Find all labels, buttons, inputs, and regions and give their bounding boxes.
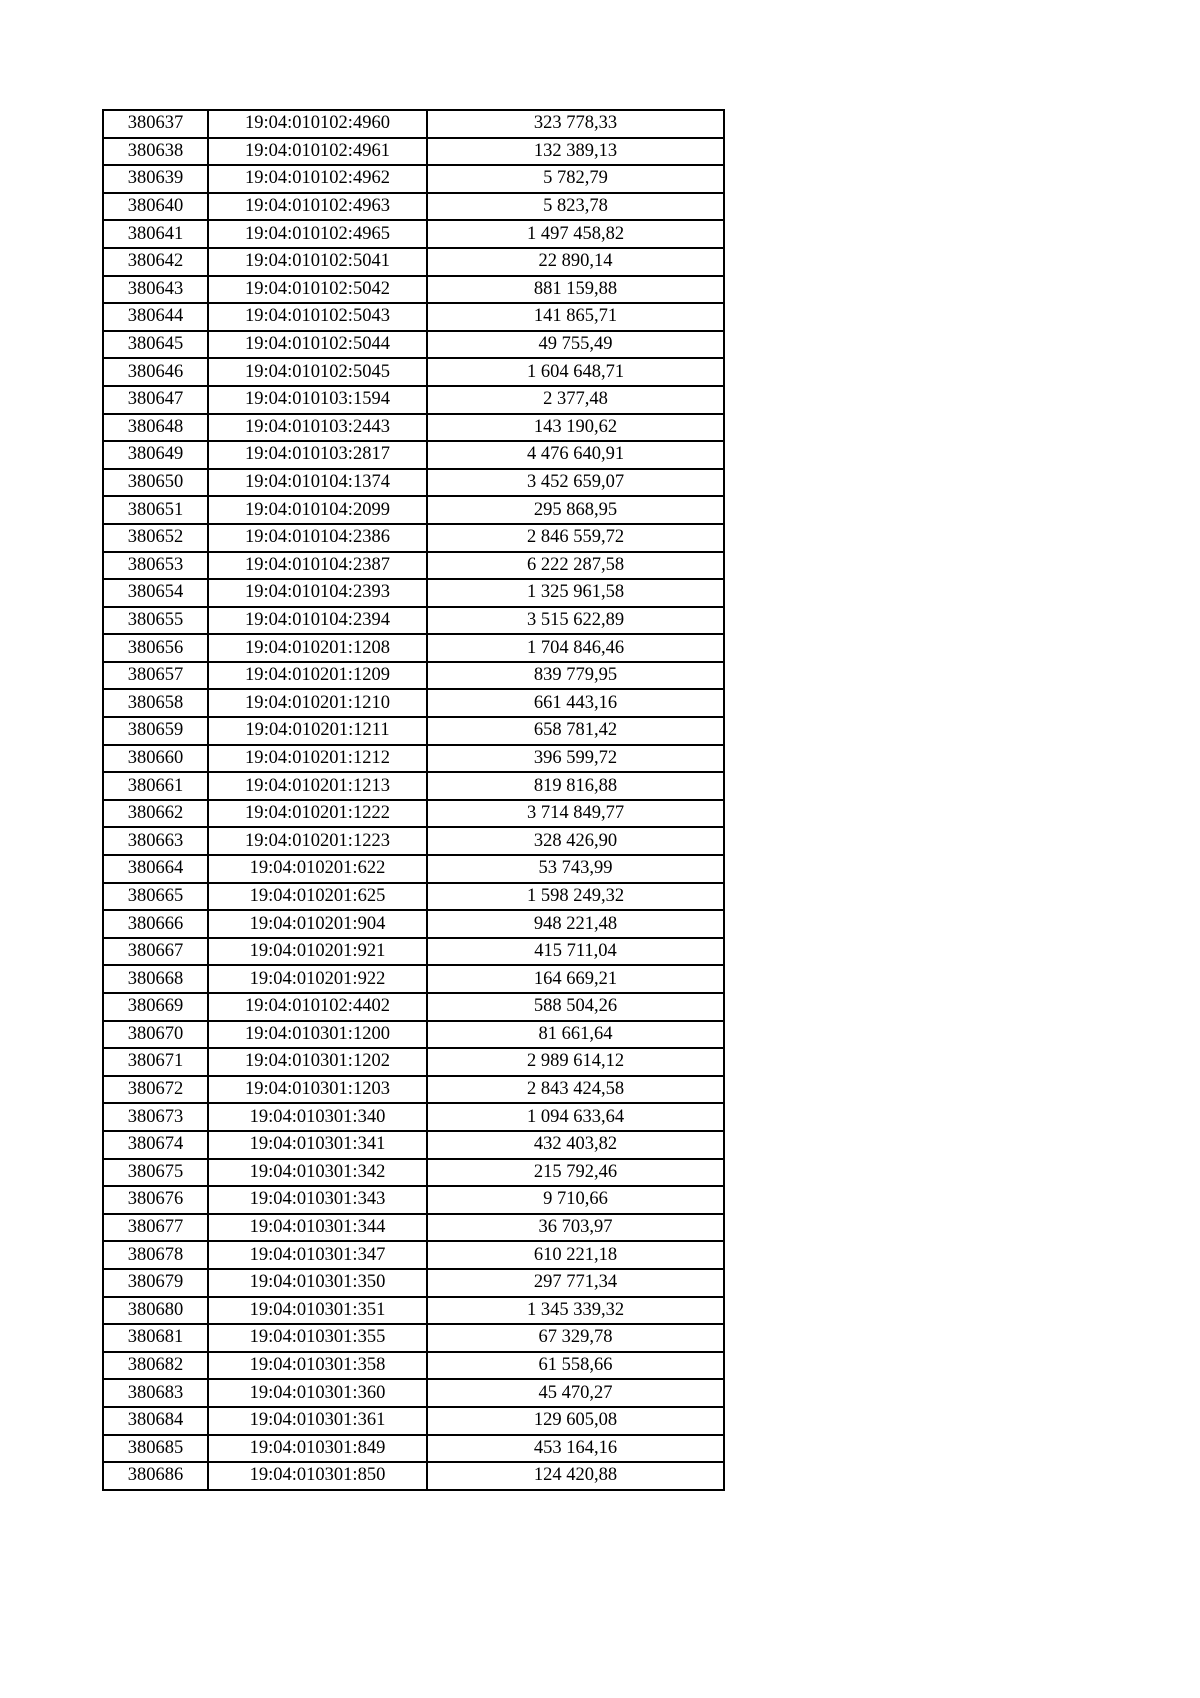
cadastral-value-cell: 1 704 846,46 xyxy=(427,634,724,662)
table-row xyxy=(103,1297,724,1325)
cadastral-number-cell: 19:04:010301:1200 xyxy=(208,1021,427,1049)
table-row xyxy=(103,772,724,800)
table-row xyxy=(103,965,724,993)
table-row xyxy=(103,1214,724,1242)
cadastral-number-cell: 19:04:010201:1213 xyxy=(208,772,427,800)
cadastral-number-cell: 19:04:010102:4402 xyxy=(208,993,427,1021)
cadastral-number-cell: 19:04:010104:2386 xyxy=(208,524,427,552)
cadastral-value-cell: 610 221,18 xyxy=(427,1241,724,1269)
table-row xyxy=(103,1021,724,1049)
row-number-cell: 380641 xyxy=(103,220,208,248)
table-row xyxy=(103,1407,724,1435)
table-row xyxy=(103,855,724,883)
cadastral-value-cell: 881 159,88 xyxy=(427,276,724,304)
cadastral-value-cell: 5 782,79 xyxy=(427,165,724,193)
row-number-cell: 380649 xyxy=(103,441,208,469)
cadastral-number-cell: 19:04:010201:904 xyxy=(208,910,427,938)
cadastral-value-cell: 22 890,14 xyxy=(427,248,724,276)
table-row xyxy=(103,1048,724,1076)
cadastral-number-cell: 19:04:010301:350 xyxy=(208,1269,427,1297)
cadastral-number-cell: 19:04:010301:1202 xyxy=(208,1048,427,1076)
cadastral-number-cell: 19:04:010104:2099 xyxy=(208,496,427,524)
cadastral-number-cell: 19:04:010201:1212 xyxy=(208,745,427,773)
row-number-cell: 380677 xyxy=(103,1214,208,1242)
row-number-cell: 380659 xyxy=(103,717,208,745)
cadastral-value-cell: 143 190,62 xyxy=(427,414,724,442)
table-row xyxy=(103,414,724,442)
cadastral-number-cell: 19:04:010301:361 xyxy=(208,1407,427,1435)
cadastral-number-cell: 19:04:010201:922 xyxy=(208,965,427,993)
cadastral-number-cell: 19:04:010301:1203 xyxy=(208,1076,427,1104)
cadastral-value-cell: 1 497 458,82 xyxy=(427,220,724,248)
row-number-cell: 380647 xyxy=(103,386,208,414)
cadastral-number-cell: 19:04:010104:2394 xyxy=(208,607,427,635)
cadastral-number-cell: 19:04:010102:5043 xyxy=(208,303,427,331)
cadastral-number-cell: 19:04:010104:2387 xyxy=(208,552,427,580)
row-number-cell: 380656 xyxy=(103,634,208,662)
cadastral-value-cell: 328 426,90 xyxy=(427,827,724,855)
cadastral-value-cell: 3 452 659,07 xyxy=(427,469,724,497)
cadastral-value-cell: 2 989 614,12 xyxy=(427,1048,724,1076)
cadastral-value-cell: 432 403,82 xyxy=(427,1131,724,1159)
row-number-cell: 380663 xyxy=(103,827,208,855)
row-number-cell: 380668 xyxy=(103,965,208,993)
cadastral-number-cell: 19:04:010201:622 xyxy=(208,855,427,883)
cadastral-value-table xyxy=(102,109,725,1491)
row-number-cell: 380672 xyxy=(103,1076,208,1104)
cadastral-value-cell: 1 345 339,32 xyxy=(427,1297,724,1325)
table-row xyxy=(103,138,724,166)
row-number-cell: 380664 xyxy=(103,855,208,883)
table-row xyxy=(103,1103,724,1131)
row-number-cell: 380638 xyxy=(103,138,208,166)
cadastral-value-cell: 661 443,16 xyxy=(427,689,724,717)
cadastral-value-cell: 415 711,04 xyxy=(427,938,724,966)
cadastral-number-cell: 19:04:010102:4962 xyxy=(208,165,427,193)
cadastral-value-cell: 295 868,95 xyxy=(427,496,724,524)
row-number-cell: 380679 xyxy=(103,1269,208,1297)
row-number-cell: 380648 xyxy=(103,414,208,442)
cadastral-value-cell: 948 221,48 xyxy=(427,910,724,938)
table-row xyxy=(103,993,724,1021)
row-number-cell: 380675 xyxy=(103,1159,208,1187)
cadastral-value-cell: 2 843 424,58 xyxy=(427,1076,724,1104)
table-row xyxy=(103,469,724,497)
row-number-cell: 380646 xyxy=(103,358,208,386)
table-row xyxy=(103,910,724,938)
row-number-cell: 380640 xyxy=(103,193,208,221)
row-number-cell: 380682 xyxy=(103,1352,208,1380)
row-number-cell: 380678 xyxy=(103,1241,208,1269)
cadastral-value-cell: 1 325 961,58 xyxy=(427,579,724,607)
cadastral-number-cell: 19:04:010201:1209 xyxy=(208,662,427,690)
cadastral-number-cell: 19:04:010104:1374 xyxy=(208,469,427,497)
cadastral-value-cell: 1 094 633,64 xyxy=(427,1103,724,1131)
cadastral-number-cell: 19:04:010301:358 xyxy=(208,1352,427,1380)
cadastral-number-cell: 19:04:010201:1210 xyxy=(208,689,427,717)
cadastral-number-cell: 19:04:010201:1208 xyxy=(208,634,427,662)
cadastral-number-cell: 19:04:010102:4965 xyxy=(208,220,427,248)
cadastral-number-cell: 19:04:010103:2817 xyxy=(208,441,427,469)
cadastral-value-cell: 132 389,13 xyxy=(427,138,724,166)
row-number-cell: 380676 xyxy=(103,1186,208,1214)
cadastral-number-cell: 19:04:010102:5045 xyxy=(208,358,427,386)
row-number-cell: 380653 xyxy=(103,552,208,580)
cadastral-value-cell: 1 598 249,32 xyxy=(427,883,724,911)
row-number-cell: 380645 xyxy=(103,331,208,359)
row-number-cell: 380670 xyxy=(103,1021,208,1049)
table-row xyxy=(103,1186,724,1214)
row-number-cell: 380673 xyxy=(103,1103,208,1131)
row-number-cell: 380661 xyxy=(103,772,208,800)
table-row xyxy=(103,662,724,690)
cadastral-number-cell: 19:04:010102:5041 xyxy=(208,248,427,276)
table-row xyxy=(103,496,724,524)
row-number-cell: 380655 xyxy=(103,607,208,635)
cadastral-value-cell: 1 604 648,71 xyxy=(427,358,724,386)
table-row xyxy=(103,883,724,911)
row-number-cell: 380660 xyxy=(103,745,208,773)
table-row xyxy=(103,524,724,552)
row-number-cell: 380644 xyxy=(103,303,208,331)
table-row xyxy=(103,800,724,828)
row-number-cell: 380666 xyxy=(103,910,208,938)
cadastral-number-cell: 19:04:010201:921 xyxy=(208,938,427,966)
table-row xyxy=(103,634,724,662)
cadastral-number-cell: 19:04:010301:347 xyxy=(208,1241,427,1269)
row-number-cell: 380639 xyxy=(103,165,208,193)
cadastral-value-cell: 4 476 640,91 xyxy=(427,441,724,469)
cadastral-number-cell: 19:04:010102:5044 xyxy=(208,331,427,359)
cadastral-value-cell: 81 661,64 xyxy=(427,1021,724,1049)
cadastral-number-cell: 19:04:010301:341 xyxy=(208,1131,427,1159)
cadastral-number-cell: 19:04:010301:849 xyxy=(208,1435,427,1463)
table-row xyxy=(103,689,724,717)
row-number-cell: 380652 xyxy=(103,524,208,552)
table-body xyxy=(103,110,724,1490)
cadastral-value-cell: 297 771,34 xyxy=(427,1269,724,1297)
table-row xyxy=(103,193,724,221)
table-row xyxy=(103,745,724,773)
table-row xyxy=(103,1131,724,1159)
row-number-cell: 380671 xyxy=(103,1048,208,1076)
table-row xyxy=(103,1462,724,1490)
cadastral-number-cell: 19:04:010103:1594 xyxy=(208,386,427,414)
row-number-cell: 380658 xyxy=(103,689,208,717)
cadastral-number-cell: 19:04:010301:343 xyxy=(208,1186,427,1214)
cadastral-value-cell: 453 164,16 xyxy=(427,1435,724,1463)
cadastral-value-cell: 45 470,27 xyxy=(427,1379,724,1407)
cadastral-value-cell: 658 781,42 xyxy=(427,717,724,745)
table-row xyxy=(103,386,724,414)
table-row xyxy=(103,1352,724,1380)
table-row xyxy=(103,110,724,138)
cadastral-value-cell: 819 816,88 xyxy=(427,772,724,800)
row-number-cell: 380650 xyxy=(103,469,208,497)
cadastral-number-cell: 19:04:010301:850 xyxy=(208,1462,427,1490)
cadastral-value-cell: 5 823,78 xyxy=(427,193,724,221)
cadastral-number-cell: 19:04:010102:4961 xyxy=(208,138,427,166)
cadastral-value-cell: 164 669,21 xyxy=(427,965,724,993)
row-number-cell: 380681 xyxy=(103,1324,208,1352)
table-row xyxy=(103,1435,724,1463)
table-row xyxy=(103,552,724,580)
cadastral-number-cell: 19:04:010201:625 xyxy=(208,883,427,911)
cadastral-value-cell: 323 778,33 xyxy=(427,110,724,138)
cadastral-value-cell: 3 714 849,77 xyxy=(427,800,724,828)
cadastral-number-cell: 19:04:010201:1222 xyxy=(208,800,427,828)
cadastral-value-cell: 53 743,99 xyxy=(427,855,724,883)
cadastral-number-cell: 19:04:010103:2443 xyxy=(208,414,427,442)
row-number-cell: 380667 xyxy=(103,938,208,966)
row-number-cell: 380674 xyxy=(103,1131,208,1159)
table-row xyxy=(103,717,724,745)
row-number-cell: 380669 xyxy=(103,993,208,1021)
row-number-cell: 380680 xyxy=(103,1297,208,1325)
cadastral-value-cell: 67 329,78 xyxy=(427,1324,724,1352)
row-number-cell: 380686 xyxy=(103,1462,208,1490)
row-number-cell: 380643 xyxy=(103,276,208,304)
table-row xyxy=(103,303,724,331)
cadastral-number-cell: 19:04:010301:344 xyxy=(208,1214,427,1242)
cadastral-value-cell: 839 779,95 xyxy=(427,662,724,690)
table-row xyxy=(103,827,724,855)
cadastral-value-cell: 36 703,97 xyxy=(427,1214,724,1242)
cadastral-number-cell: 19:04:010102:4960 xyxy=(208,110,427,138)
table-row xyxy=(103,220,724,248)
cadastral-number-cell: 19:04:010102:4963 xyxy=(208,193,427,221)
table-row xyxy=(103,1159,724,1187)
table-row xyxy=(103,248,724,276)
cadastral-value-cell: 129 605,08 xyxy=(427,1407,724,1435)
cadastral-value-cell: 2 377,48 xyxy=(427,386,724,414)
table-row xyxy=(103,165,724,193)
cadastral-number-cell: 19:04:010301:351 xyxy=(208,1297,427,1325)
cadastral-value-cell: 141 865,71 xyxy=(427,303,724,331)
cadastral-value-cell: 396 599,72 xyxy=(427,745,724,773)
row-number-cell: 380684 xyxy=(103,1407,208,1435)
cadastral-value-cell: 124 420,88 xyxy=(427,1462,724,1490)
cadastral-value-cell: 588 504,26 xyxy=(427,993,724,1021)
cadastral-value-cell: 215 792,46 xyxy=(427,1159,724,1187)
row-number-cell: 380642 xyxy=(103,248,208,276)
cadastral-value-cell: 6 222 287,58 xyxy=(427,552,724,580)
row-number-cell: 380654 xyxy=(103,579,208,607)
table-row xyxy=(103,358,724,386)
row-number-cell: 380683 xyxy=(103,1379,208,1407)
cadastral-value-cell: 9 710,66 xyxy=(427,1186,724,1214)
cadastral-value-cell: 3 515 622,89 xyxy=(427,607,724,635)
table-row xyxy=(103,1324,724,1352)
table-row xyxy=(103,1269,724,1297)
table-row xyxy=(103,938,724,966)
row-number-cell: 380685 xyxy=(103,1435,208,1463)
cadastral-number-cell: 19:04:010104:2393 xyxy=(208,579,427,607)
table-row xyxy=(103,331,724,359)
cadastral-value-cell: 61 558,66 xyxy=(427,1352,724,1380)
cadastral-number-cell: 19:04:010201:1223 xyxy=(208,827,427,855)
cadastral-number-cell: 19:04:010301:355 xyxy=(208,1324,427,1352)
row-number-cell: 380651 xyxy=(103,496,208,524)
cadastral-value-cell: 49 755,49 xyxy=(427,331,724,359)
table-row xyxy=(103,1379,724,1407)
row-number-cell: 380657 xyxy=(103,662,208,690)
cadastral-number-cell: 19:04:010301:342 xyxy=(208,1159,427,1187)
cadastral-number-cell: 19:04:010301:340 xyxy=(208,1103,427,1131)
table-row xyxy=(103,579,724,607)
table-row xyxy=(103,441,724,469)
row-number-cell: 380637 xyxy=(103,110,208,138)
cadastral-number-cell: 19:04:010102:5042 xyxy=(208,276,427,304)
table-row xyxy=(103,607,724,635)
row-number-cell: 380665 xyxy=(103,883,208,911)
table-row xyxy=(103,1241,724,1269)
cadastral-number-cell: 19:04:010301:360 xyxy=(208,1379,427,1407)
table-row xyxy=(103,276,724,304)
table-row xyxy=(103,1076,724,1104)
cadastral-value-cell: 2 846 559,72 xyxy=(427,524,724,552)
cadastral-number-cell: 19:04:010201:1211 xyxy=(208,717,427,745)
row-number-cell: 380662 xyxy=(103,800,208,828)
